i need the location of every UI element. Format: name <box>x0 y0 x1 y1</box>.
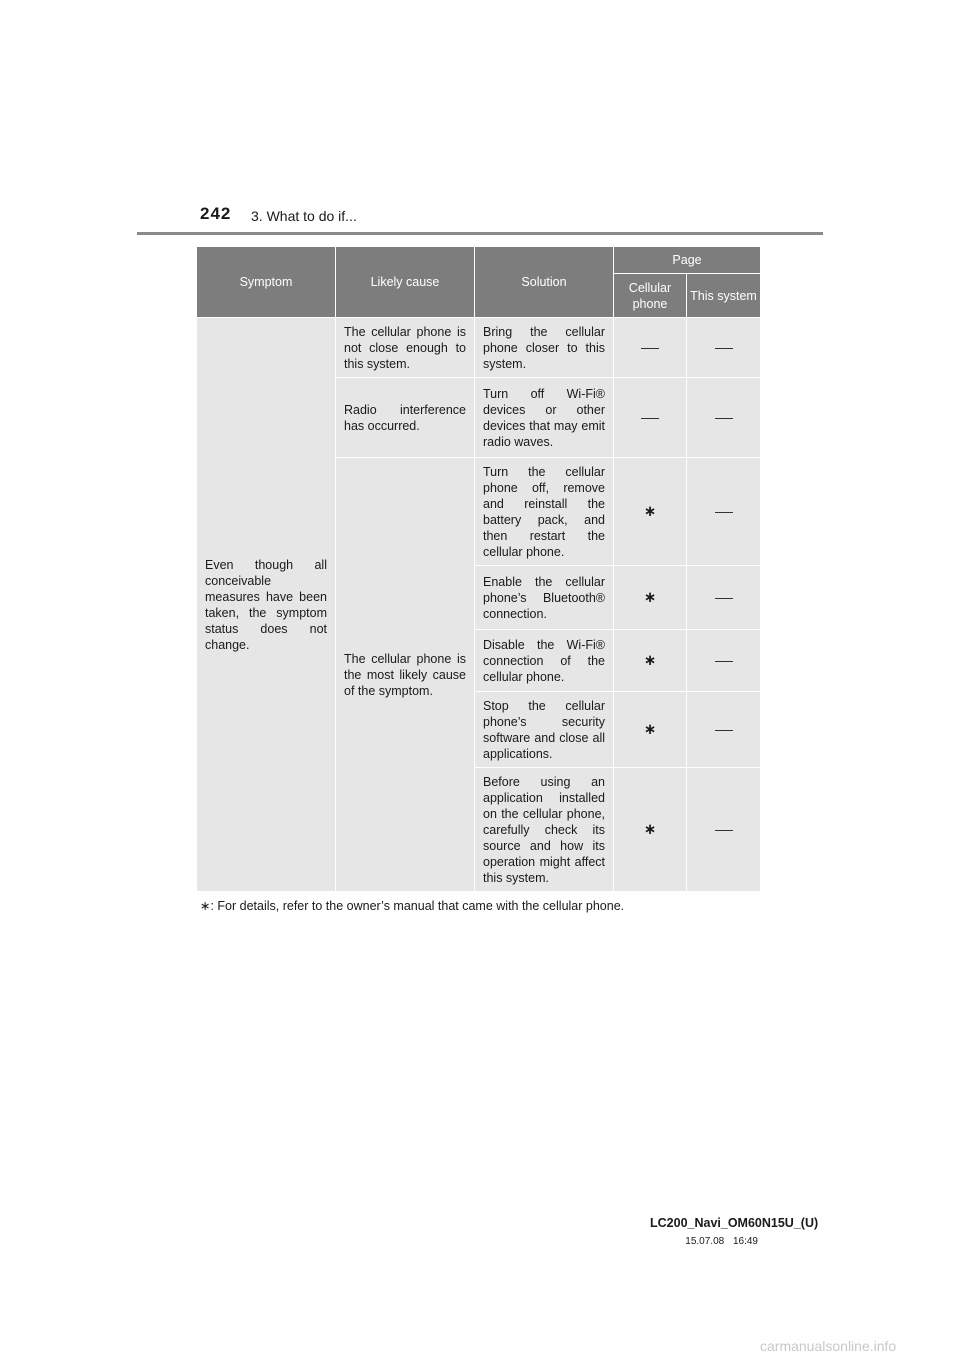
asterisk-mark: ∗ <box>643 588 657 606</box>
dash-mark <box>641 348 659 349</box>
header-this-system: This system <box>687 274 761 318</box>
cause-cell: The cellular phone is not close enough to this system. <box>336 318 475 378</box>
troubleshooting-table <box>196 246 761 892</box>
dash-mark <box>715 512 733 513</box>
table-row <box>197 318 761 378</box>
dash-mark <box>715 598 733 599</box>
document-id: LC200_Navi_OM60N15U_(U) <box>650 1216 819 1230</box>
solution-cell: Turn off Wi-Fi® devices or other devices that may emit radio waves. <box>475 378 614 458</box>
solution-cell: Bring the cellular phone closer to this system. <box>475 318 614 378</box>
asterisk-mark: ∗ <box>643 502 657 520</box>
header-cellular-phone: Cellular phone <box>614 274 687 318</box>
this-system-page-cell <box>687 566 761 630</box>
header-symptom: Symptom <box>197 247 336 318</box>
header-rule <box>137 232 823 235</box>
header-page: Page <box>614 247 761 274</box>
solution-cell: Turn the cellular phone off, remove and reinstall the battery pack, and then restart the cellular phone. <box>475 458 614 566</box>
cause-cell: The cellular phone is the most likely cause of the symptom. <box>336 458 475 892</box>
dash-mark <box>715 830 733 831</box>
cellular-phone-page-cell <box>614 378 687 458</box>
header-solution: Solution <box>475 247 614 318</box>
print-timestamp: 15.07.08 16:49 <box>685 1236 758 1247</box>
cellular-phone-page-cell <box>614 318 687 378</box>
solution-cell: Stop the cellular phone’s security software and close all applications. <box>475 692 614 768</box>
asterisk-mark: ∗ <box>643 720 657 738</box>
this-system-page-cell <box>687 768 761 892</box>
solution-cell: Disable the Wi-Fi® connection of the cellular phone. <box>475 630 614 692</box>
header-likely-cause: Likely cause <box>336 247 475 318</box>
this-system-page-cell <box>687 630 761 692</box>
cellular-phone-page-cell <box>614 458 687 566</box>
this-system-page-cell <box>687 378 761 458</box>
watermark: carmanualsonline.info <box>760 1338 897 1354</box>
asterisk-mark: ∗ <box>643 651 657 669</box>
this-system-page-cell <box>687 458 761 566</box>
dash-mark <box>641 418 659 419</box>
cause-cell: Radio interference has occurred. <box>336 378 475 458</box>
asterisk-mark: ∗ <box>643 820 657 838</box>
dash-mark <box>715 418 733 419</box>
this-system-page-cell <box>687 692 761 768</box>
cellular-phone-page-cell <box>614 768 687 892</box>
section-title: 3. What to do if... <box>251 208 357 224</box>
page-number: 242 <box>200 204 232 223</box>
cellular-phone-page-cell <box>614 566 687 630</box>
solution-cell: Before using an application installed on the cellular phone, carefully check its source and how its operation might affect this system. <box>475 768 614 892</box>
dash-mark <box>715 661 733 662</box>
dash-mark <box>715 730 733 731</box>
solution-cell: Enable the cellular phone’s Bluetooth® connection. <box>475 566 614 630</box>
symptom-cell: Even though all conceivable measures have been taken, the symptom status does not change. <box>197 318 336 892</box>
cellular-phone-page-cell <box>614 692 687 768</box>
dash-mark <box>715 348 733 349</box>
this-system-page-cell <box>687 318 761 378</box>
cellular-phone-page-cell <box>614 630 687 692</box>
footnote: ∗: For details, refer to the owner’s manual that came with the cellular phone. <box>200 899 625 913</box>
